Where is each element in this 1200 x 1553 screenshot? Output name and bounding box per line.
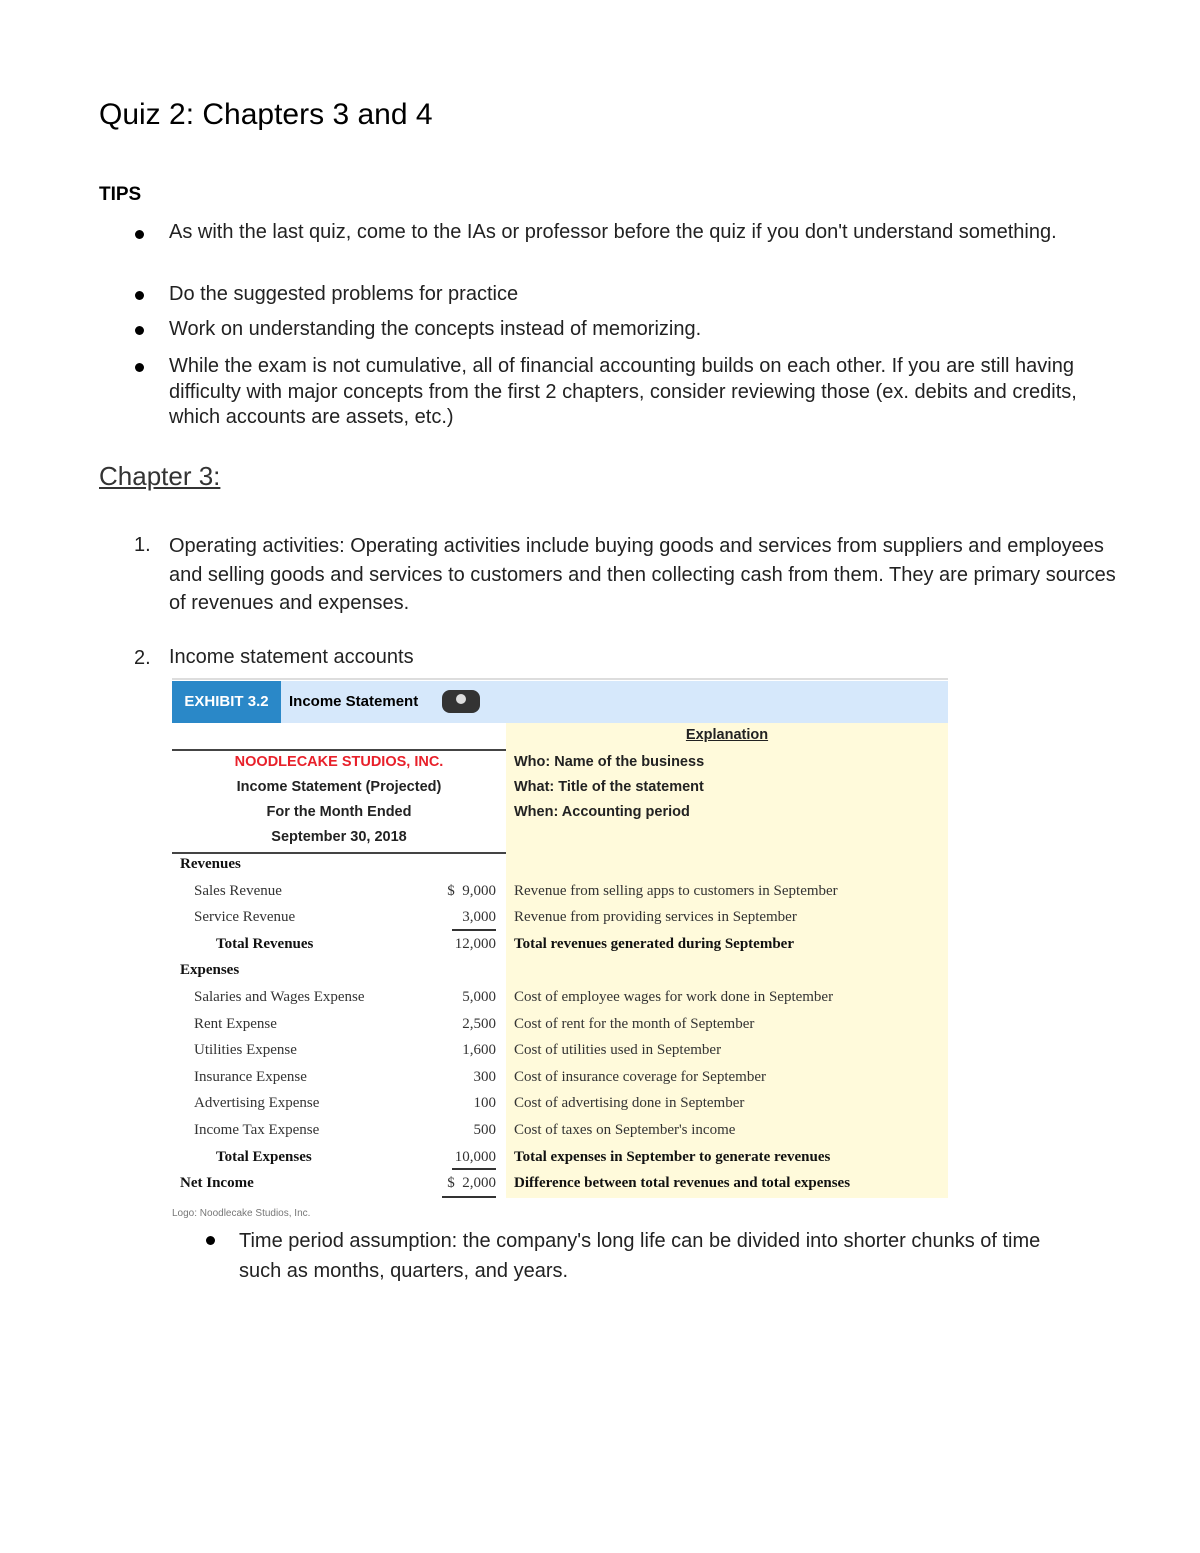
period-date: September 30, 2018 <box>271 829 407 845</box>
exhibit-badge: EXHIBIT 3.2 <box>172 681 281 723</box>
income-statement-exhibit <box>172 678 948 1219</box>
row-explanation: Cost of insurance coverage for September <box>514 1068 766 1085</box>
row-label: Revenues <box>180 856 241 872</box>
exhibit-title: Income Statement <box>289 693 419 710</box>
row-label: Advertising Expense <box>194 1095 320 1112</box>
row-amount: 2,500 <box>462 1015 496 1032</box>
exhibit-header <box>172 681 948 723</box>
explanation-when: When: Accounting period <box>514 804 690 820</box>
row-label: Income Tax Expense <box>194 1122 320 1138</box>
period-line: For the Month Ended <box>266 804 412 820</box>
row-amount: 3,000 <box>462 909 496 926</box>
bullet-icon <box>206 1236 215 1245</box>
row-explanation: Total revenues generated during September <box>514 935 794 952</box>
explanation-heading: Explanation <box>685 727 769 743</box>
subtotal-rule <box>452 1168 496 1170</box>
row-label: Sales Revenue <box>194 882 282 899</box>
bullet-icon <box>135 230 144 239</box>
divider <box>172 678 948 680</box>
explanation-who: Who: Name of the business <box>514 754 705 770</box>
row-explanation: Cost of utilities used in September <box>514 1042 722 1059</box>
subtotal-rule <box>452 929 496 931</box>
row-label: Rent Expense <box>194 1015 277 1032</box>
row-amount: $ 9,000 <box>447 882 496 899</box>
page-title: Quiz 2: Chapters 3 and 4 <box>99 98 433 131</box>
tips-heading: TIPS <box>99 184 142 205</box>
statement-title: Income Statement (Projected) <box>236 779 442 795</box>
tip-item: As with the last quiz, come to the IAs or professor before the quiz if you don't understand something. <box>169 221 1057 243</box>
bullet-icon <box>135 363 144 372</box>
row-amount: $ 2,000 <box>447 1175 496 1192</box>
row-label: Service Revenue <box>194 909 296 926</box>
row-label: Total Revenues <box>216 935 314 952</box>
row-amount: 500 <box>473 1122 496 1138</box>
explanation-what: What: Title of the statement <box>514 779 704 795</box>
list-item: Operating activities: Operating activities include buying goods and services from suppliers and employees and selling goods and services to customers and then collecting cash from them. They are primary sources of revenues and expenses. <box>169 535 1116 614</box>
tip-item: Work on understanding the concepts instead of memorizing. <box>169 318 702 340</box>
divider <box>172 852 506 854</box>
row-amount: 1,600 <box>462 1042 496 1059</box>
row-explanation: Revenue from providing services in September <box>514 909 797 926</box>
list-number: 1. <box>134 534 151 556</box>
row-amount: 10,000 <box>454 1148 496 1165</box>
tip-item: While the exam is not cumulative, all of financial accounting builds on each other. If you are still having difficulty with major concepts from the first 2 chapters, consider reviewing those (ex. debits and credits, which accounts are assets, etc.) <box>169 355 1077 428</box>
row-label: Utilities Expense <box>194 1042 297 1059</box>
video-logo-icon <box>442 690 480 713</box>
row-label: Salaries and Wages Expense <box>194 989 365 1005</box>
row-explanation: Cost of advertising done in September <box>514 1095 745 1112</box>
row-explanation: Cost of rent for the month of September <box>514 1015 755 1032</box>
row-label: Expenses <box>180 962 240 979</box>
bullet-icon <box>135 326 144 335</box>
tip-item: Do the suggested problems for practice <box>169 283 519 305</box>
row-explanation: Revenue from selling apps to customers in September <box>514 882 838 899</box>
total-double-rule <box>442 1196 496 1198</box>
row-explanation: Total expenses in September to generate revenues <box>514 1148 831 1165</box>
row-label: Net Income <box>180 1175 254 1192</box>
row-amount: 5,000 <box>462 989 496 1005</box>
row-label: Total Expenses <box>216 1148 312 1165</box>
row-label: Insurance Expense <box>194 1068 307 1085</box>
row-amount: 100 <box>473 1095 496 1112</box>
list-item: Income statement accounts <box>169 646 414 668</box>
list-number: 2. <box>134 647 151 669</box>
sub-bullet-item: Time period assumption: the company's long life can be divided into shorter chunks of time such as months, quarters, and years. <box>239 1230 1041 1282</box>
logo-credit: Logo: Noodlecake Studios, Inc. <box>172 1208 311 1219</box>
bullet-icon <box>135 291 144 300</box>
row-explanation: Cost of employee wages for work done in September <box>514 989 834 1005</box>
divider <box>172 749 506 751</box>
row-amount: 300 <box>473 1068 496 1085</box>
chapter-heading: Chapter 3: <box>99 461 221 491</box>
company-name: NOODLECAKE STUDIOS, INC. <box>234 754 444 770</box>
row-explanation: Difference between total revenues and total expenses <box>514 1175 851 1192</box>
row-amount: 12,000 <box>454 935 496 952</box>
row-explanation: Cost of taxes on September's income <box>514 1122 736 1138</box>
